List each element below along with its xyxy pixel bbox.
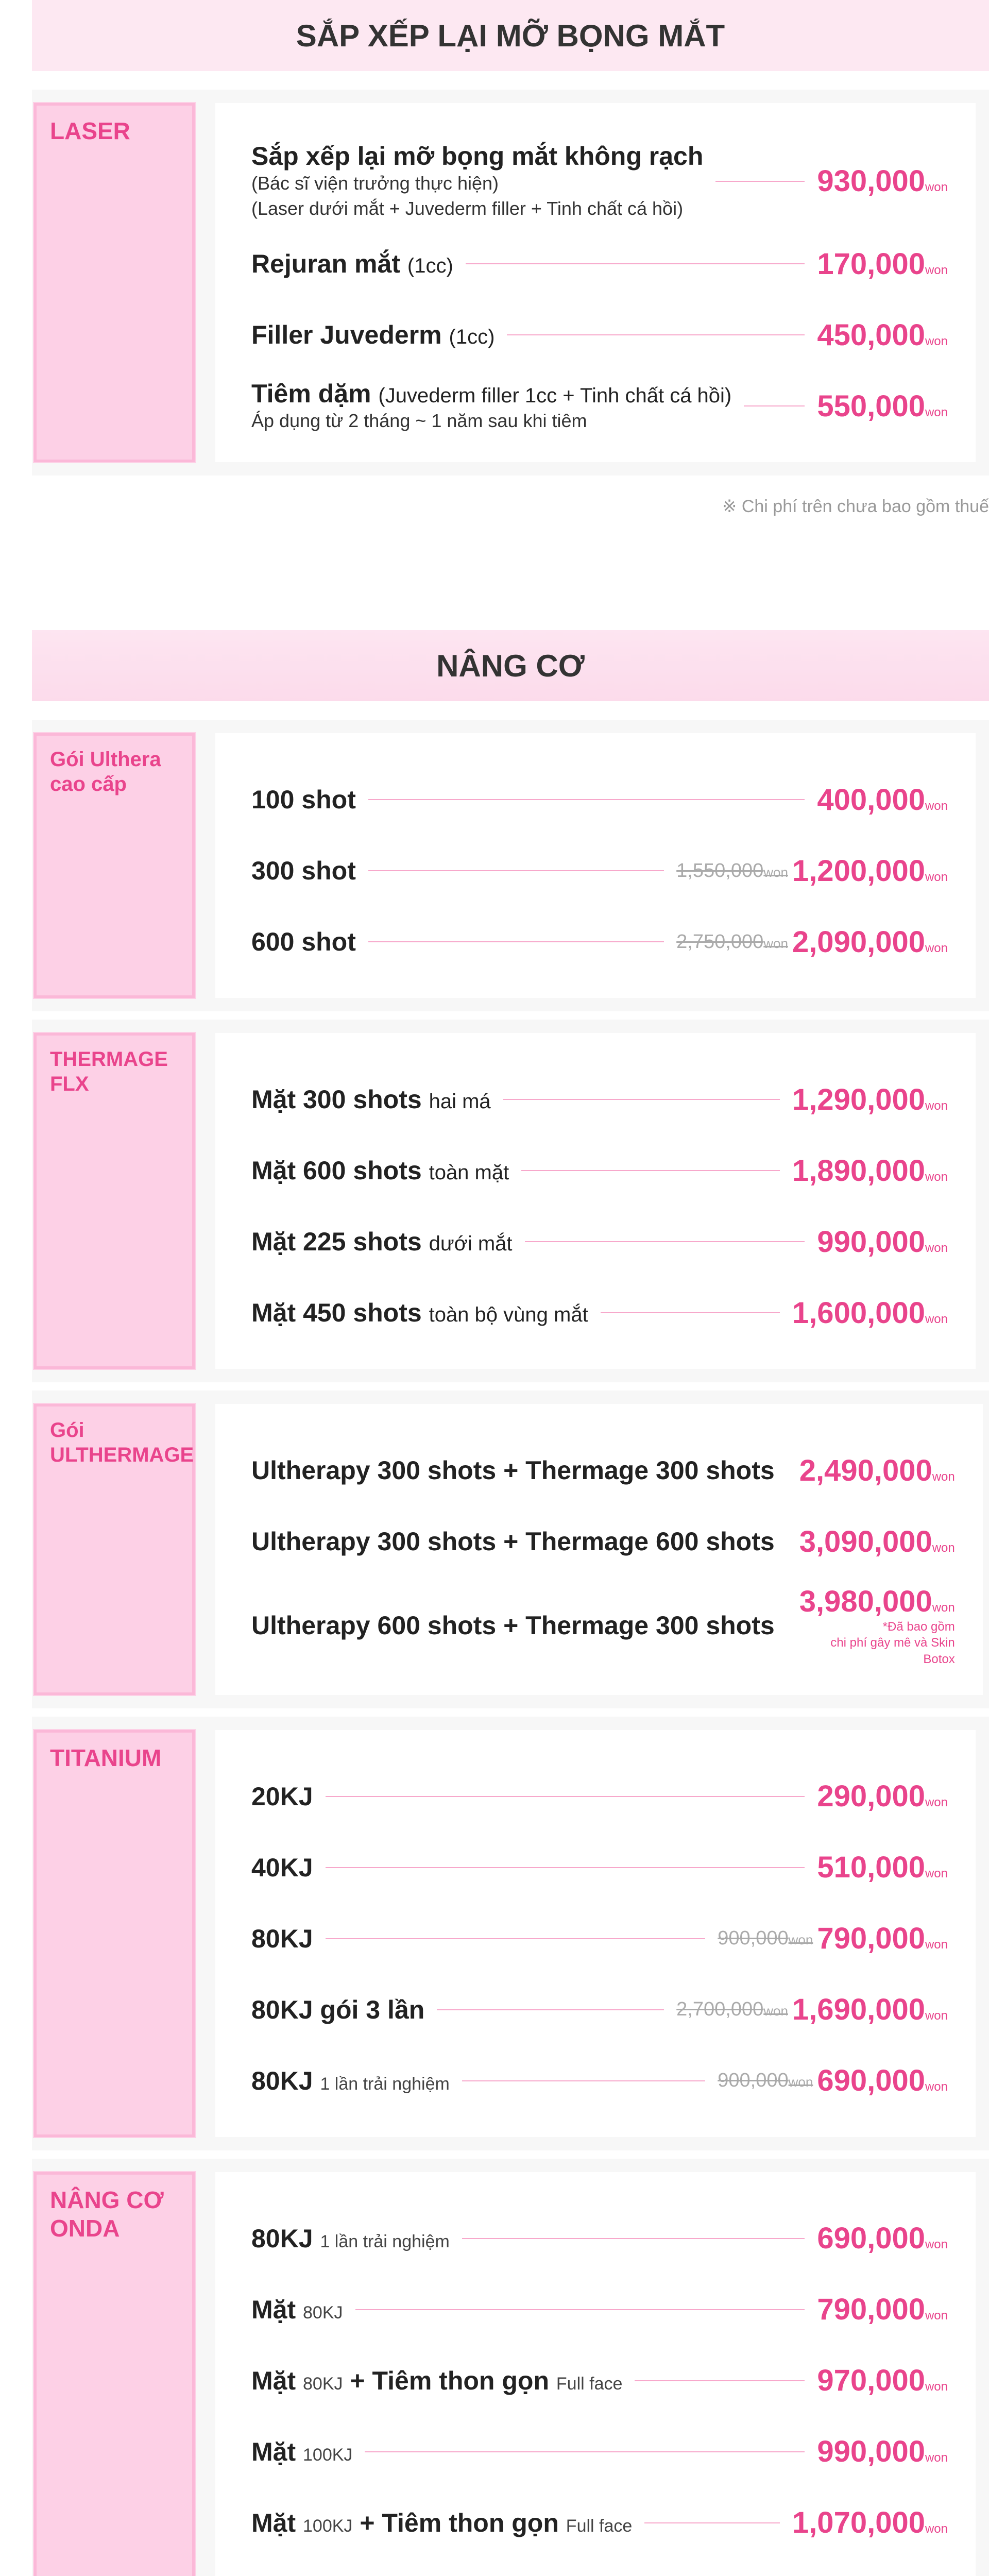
price: 1,690,000won [792, 1993, 948, 2027]
price: 450,000won [817, 318, 948, 352]
item-row [251, 842, 948, 899]
price: 170,000won [817, 247, 948, 281]
item-row [251, 2495, 948, 2551]
price: 930,000won [817, 164, 948, 198]
item-label [251, 2366, 622, 2396]
price: 690,000won [817, 2064, 948, 2098]
item-label [251, 1853, 313, 1883]
item-row [251, 1442, 955, 1499]
item-label [251, 320, 494, 350]
price-item[interactable] [251, 370, 948, 442]
price: 3,980,000won [799, 1585, 955, 1619]
price: 1,600,000won [792, 1296, 948, 1330]
item-name: Mặt 450 shots toàn bộ vùng mắt [251, 1298, 588, 1328]
price-item[interactable] [251, 1135, 948, 1206]
price-section [32, 720, 989, 1011]
category-label: THERMAGE FLX [34, 1033, 195, 1369]
currency-unit: won [932, 1601, 955, 1615]
item-label [251, 1611, 775, 1640]
currency-unit: won [763, 935, 788, 951]
category-label: LASER [34, 103, 195, 462]
price-item[interactable] [251, 2345, 948, 2416]
price-list [215, 1033, 976, 1369]
price: 990,000won [817, 1225, 948, 1259]
price-item[interactable] [251, 906, 948, 977]
item-spec: 80KJ [303, 2302, 343, 2323]
price: 790,000won [817, 1922, 948, 1956]
section-group-2 [32, 720, 989, 2576]
price-stack [799, 1584, 955, 1667]
item-row [251, 1513, 955, 1570]
original-price: 2,750,000won [676, 930, 788, 953]
leader-line [326, 1796, 805, 1797]
leader-line [462, 2080, 705, 2081]
leader-line [365, 2451, 805, 2452]
item-label [251, 1156, 509, 1185]
leader-line [521, 1170, 780, 1171]
item-spec: dưới mắt [429, 1232, 513, 1256]
item-spec: 100KJ [303, 2516, 353, 2536]
price-item[interactable] [251, 1903, 948, 1974]
currency-unit: won [925, 1098, 948, 1113]
leader-line [525, 1241, 805, 1242]
item-label [251, 2437, 352, 2467]
item-name: 80KJ gói 3 lần [251, 1995, 425, 2024]
price-section [32, 1391, 989, 1708]
leader-line [507, 334, 805, 335]
item-row [251, 1071, 948, 1128]
item-name: Mặt 225 shots dưới mắt [251, 1227, 513, 1257]
currency-unit: won [925, 1241, 948, 1255]
section-group-1 [32, 90, 989, 476]
item-spec: toàn bộ vùng mắt [429, 1303, 588, 1327]
item-label [251, 1995, 424, 2025]
item-name: 100 shot [251, 785, 356, 815]
currency-unit: won [925, 1795, 948, 1810]
currency-unit: won [763, 864, 788, 880]
price: 510,000won [817, 1851, 948, 1885]
item-name: Ultherapy 600 shots + Thermage 300 shots [251, 1611, 775, 1640]
currency-unit: won [925, 1938, 948, 1952]
item-row [251, 1839, 948, 1896]
item-label [251, 1455, 775, 1485]
item-spec: 80KJ [303, 2374, 343, 2394]
price: 1,070,000won [792, 2506, 948, 2540]
item-row [251, 1910, 948, 1967]
currency-unit: won [925, 870, 948, 884]
item-label [251, 1527, 775, 1556]
item-name: Filler Juvederm (1cc) [251, 320, 495, 350]
currency-unit: won [925, 405, 948, 419]
currency-unit: won [925, 2380, 948, 2394]
item-spec: 1 lần trải nghiệm [320, 2231, 450, 2251]
item-spec: Full face [556, 2374, 623, 2394]
item-label [251, 2066, 450, 2096]
item-row [251, 1768, 948, 1825]
item-name: Ultherapy 300 shots + Thermage 600 shots [251, 1527, 775, 1556]
item-name: Mặt 600 shots toàn mặt [251, 1156, 509, 1185]
item-spec: 100KJ [303, 2445, 353, 2465]
item-name: Sắp xếp lại mỡ bọng mắt không rạch [251, 142, 704, 171]
item-detail: Áp dụng từ 2 tháng ~ 1 năm sau khi tiêm [251, 410, 587, 431]
original-price: 900,000won [718, 1927, 813, 1950]
price: 970,000won [817, 2364, 948, 2398]
leader-line [715, 181, 805, 182]
item-name: Mặt 100KJ + Tiêm thon gọn Full face [251, 2508, 633, 2537]
item-row [251, 307, 948, 363]
price-item[interactable] [251, 228, 948, 299]
leader-line [644, 2522, 780, 2523]
banner-lifting: NÂNG CƠ [32, 630, 989, 701]
item-detail: (Laser dưới mắt + Juvederm filler + Tinh chất cá hồi) [251, 197, 684, 219]
currency-unit: won [932, 1469, 955, 1484]
price-item[interactable] [251, 2558, 948, 2576]
currency-unit: won [788, 2074, 813, 2090]
category-label: NÂNG CƠ ONDA [34, 2172, 195, 2576]
leader-line [466, 263, 805, 264]
price-section [32, 1020, 989, 1382]
currency-unit: won [925, 1170, 948, 1184]
currency-unit: won [932, 1540, 955, 1555]
item-name: 40KJ [251, 1853, 313, 1882]
leader-line [462, 2238, 805, 2239]
item-label [251, 2224, 450, 2253]
price-item[interactable] [251, 764, 948, 835]
currency-unit: won [925, 2238, 948, 2252]
item-label [251, 927, 356, 957]
price-item[interactable] [251, 1761, 948, 1832]
item-name: Ultherapy 300 shots + Thermage 300 shots [251, 1456, 775, 1485]
price: 2,090,000won [792, 925, 948, 959]
price: 1,890,000won [792, 1154, 948, 1188]
price-item[interactable] [251, 1506, 955, 1577]
price-section [32, 2159, 989, 2576]
item-row [251, 235, 948, 292]
price-section [32, 1717, 989, 2150]
item-row [251, 2053, 948, 2109]
price-list [215, 733, 976, 998]
price-item[interactable] [251, 134, 948, 228]
item-spec: (1cc) [449, 326, 495, 349]
currency-unit: won [788, 1932, 813, 1948]
item-name: Tiêm dặm (Juvederm filler 1cc + Tinh chất cá hồi) [251, 379, 732, 408]
price-item[interactable] [251, 1832, 948, 1903]
item-name: 20KJ [251, 1782, 313, 1811]
price-item[interactable] [251, 2487, 948, 2558]
price-list [215, 2172, 976, 2576]
item-label [251, 249, 453, 279]
currency-unit: won [925, 2309, 948, 2323]
price-item[interactable] [251, 1577, 955, 1674]
leader-line [744, 405, 805, 406]
price-item[interactable] [251, 2416, 948, 2487]
price-item[interactable] [251, 1974, 948, 2045]
currency-unit: won [925, 941, 948, 955]
price-item[interactable] [251, 2045, 948, 2116]
item-name: Mặt 300 shots hai má [251, 1085, 491, 1114]
price-item[interactable] [251, 1277, 948, 1348]
category-label: Gói Ulthera cao cấp [34, 733, 195, 998]
price-list [215, 1730, 976, 2137]
currency-unit: won [925, 1867, 948, 1881]
leader-line [368, 799, 805, 800]
item-row [251, 141, 948, 221]
price: 1,290,000won [792, 1082, 948, 1116]
currency-unit: won [925, 334, 948, 348]
original-price: 1,550,000won [676, 859, 788, 882]
currency-unit: won [925, 1312, 948, 1326]
currency-unit: won [925, 2451, 948, 2465]
original-price: 900,000won [718, 2070, 813, 2092]
item-row [251, 2281, 948, 2338]
item-name: 80KJ 1 lần trải nghiệm [251, 2224, 450, 2253]
item-spec: (Juvederm filler 1cc + Tinh chất cá hồi) [378, 384, 732, 407]
leader-line [368, 870, 664, 871]
currency-unit: won [763, 2003, 788, 2019]
price: 290,000won [817, 1780, 948, 1814]
price: 790,000won [817, 2293, 948, 2327]
price-item[interactable] [251, 2274, 948, 2345]
item-name: Mặt 80KJ + Tiêm thon gọn Full face [251, 2366, 623, 2395]
item-row [251, 2424, 948, 2480]
item-row [251, 1213, 948, 1270]
price: 2,490,000won [799, 1453, 955, 1487]
item-spec: 1 lần trải nghiệm [320, 2074, 450, 2094]
leader-line [503, 1099, 780, 1100]
leader-line [368, 941, 664, 942]
price: 550,000won [817, 389, 948, 423]
price-footnote: *Đã bao gồm [882, 1620, 955, 1634]
item-spec: toàn mặt [429, 1161, 509, 1184]
price-list [215, 103, 976, 462]
item-detail: (Bác sĩ viện trưởng thực hiện) [251, 173, 499, 194]
item-name: 300 shot [251, 856, 356, 886]
item-row [251, 1981, 948, 2038]
price: 400,000won [817, 783, 948, 817]
currency-unit: won [925, 799, 948, 813]
item-row [251, 378, 948, 434]
price: 1,200,000won [792, 854, 948, 888]
item-label [251, 856, 356, 886]
price-item[interactable] [251, 1206, 948, 1277]
item-row [251, 2210, 948, 2267]
currency-unit: won [925, 180, 948, 195]
leader-line [326, 1867, 805, 1868]
item-name: Mặt 100KJ [251, 2437, 353, 2466]
item-spec: hai má [429, 1090, 491, 1113]
banner-eye-fat: SẮP XẾP LẠI MỠ BỌNG MẮT [32, 0, 989, 71]
item-label [251, 379, 731, 434]
item-row [251, 1142, 948, 1199]
item-label [251, 1084, 491, 1114]
leader-line [326, 1938, 706, 1939]
item-label [251, 2508, 632, 2538]
item-label [251, 1924, 313, 1954]
category-label: TITANIUM [34, 1730, 195, 2137]
item-row [251, 2566, 948, 2576]
leader-line [601, 1312, 780, 1313]
item-name: Mặt 80KJ [251, 2295, 343, 2324]
item-row [251, 1584, 955, 1667]
category-label: Gói ULTHERMAGE [34, 1404, 195, 1695]
item-label [251, 1782, 313, 1811]
item-spec: (1cc) [407, 255, 453, 278]
item-name: 600 shot [251, 927, 356, 957]
leader-line [355, 2309, 805, 2310]
item-label [251, 785, 356, 815]
price-footnote: chi phí gây mê và Skin Botox [830, 1636, 955, 1666]
item-row [251, 771, 948, 828]
item-label [251, 141, 703, 221]
tax-note: ※ Chi phí trên chưa bao gồm thuế [722, 497, 989, 517]
leader-line [635, 2380, 805, 2381]
item-spec: Full face [566, 2516, 633, 2536]
currency-unit: won [925, 2522, 948, 2536]
price-item[interactable] [251, 299, 948, 370]
item-label [251, 1298, 588, 1328]
price-item[interactable] [251, 2203, 948, 2274]
price-item[interactable] [251, 835, 948, 906]
item-label [251, 2295, 343, 2325]
price-item[interactable] [251, 1064, 948, 1135]
item-name: Rejuran mắt (1cc) [251, 249, 453, 279]
price: 3,090,000won [799, 1524, 955, 1558]
price-list [215, 1404, 983, 1695]
leader-line [437, 2009, 664, 2010]
currency-unit: won [925, 2080, 948, 2094]
currency-unit: won [925, 263, 948, 277]
item-label [251, 1227, 513, 1257]
original-price: 2,700,000won [676, 1998, 788, 2021]
item-name: 80KJ 1 lần trải nghiệm [251, 2066, 450, 2095]
item-row [251, 2352, 948, 2409]
currency-unit: won [925, 2009, 948, 2023]
price: 990,000won [817, 2435, 948, 2469]
item-row [251, 1284, 948, 1341]
item-name: 80KJ [251, 1924, 313, 1953]
item-row [251, 913, 948, 970]
price-item[interactable] [251, 1435, 955, 1506]
price-section [32, 90, 989, 476]
price: 690,000won [817, 2222, 948, 2256]
